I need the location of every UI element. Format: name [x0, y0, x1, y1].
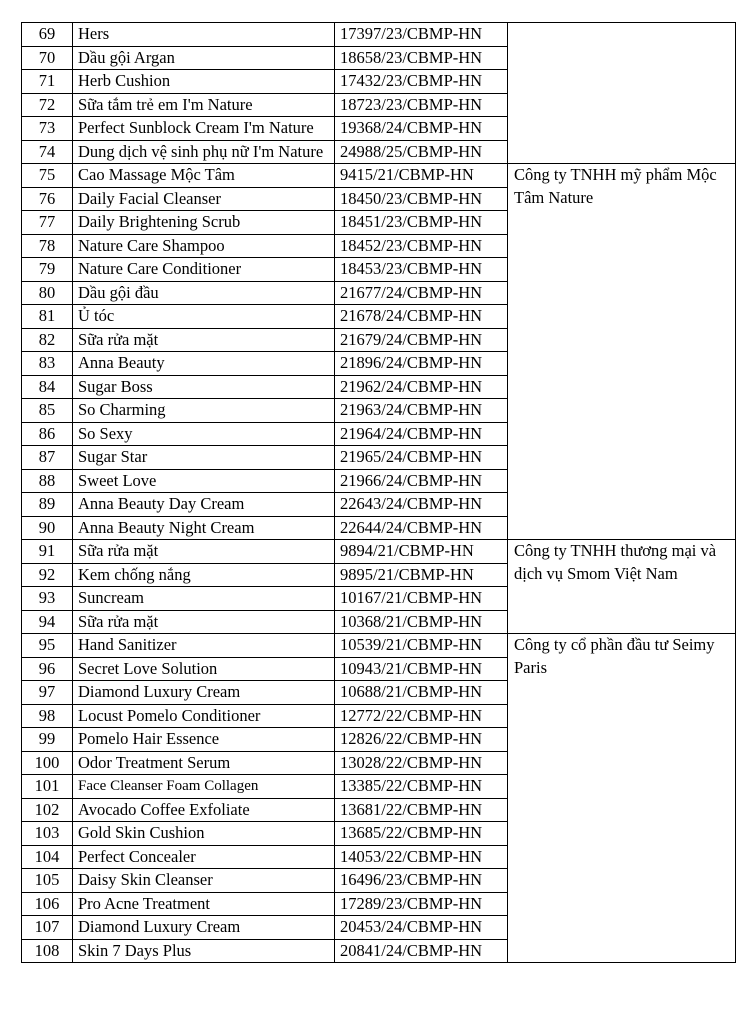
row-number-cell: 88: [22, 469, 73, 493]
row-number-cell: 93: [22, 587, 73, 611]
product-name-cell: Nature Care Conditioner: [73, 258, 335, 282]
row-number-cell: 95: [22, 634, 73, 658]
company-cell: Công ty cổ phần đầu tư Seimy Paris: [508, 634, 736, 963]
row-number-cell: 70: [22, 46, 73, 70]
product-name-cell: Perfect Concealer: [73, 845, 335, 869]
product-name-cell: Diamond Luxury Cream: [73, 681, 335, 705]
table-row: [22, 23, 736, 47]
row-number-cell: 72: [22, 93, 73, 117]
row-number-cell: 79: [22, 258, 73, 282]
registration-number-cell: 9415/21/CBMP-HN: [335, 164, 508, 188]
product-name-cell: Sugar Star: [73, 446, 335, 470]
row-number-cell: 106: [22, 892, 73, 916]
registration-number-cell: 19368/24/CBMP-HN: [335, 117, 508, 141]
product-name-cell: So Sexy: [73, 422, 335, 446]
row-number-cell: 102: [22, 798, 73, 822]
registration-number-cell: 20841/24/CBMP-HN: [335, 939, 508, 963]
product-name-cell: Secret Love Solution: [73, 657, 335, 681]
registration-number-cell: 18658/23/CBMP-HN: [335, 46, 508, 70]
row-number-cell: 91: [22, 540, 73, 564]
registration-number-cell: 12826/22/CBMP-HN: [335, 728, 508, 752]
product-name-cell: Dung dịch vệ sinh phụ nữ I'm Nature: [73, 140, 335, 164]
row-number-cell: 78: [22, 234, 73, 258]
product-name-cell: Gold Skin Cushion: [73, 822, 335, 846]
row-number-cell: 99: [22, 728, 73, 752]
row-number-cell: 104: [22, 845, 73, 869]
registration-number-cell: 10943/21/CBMP-HN: [335, 657, 508, 681]
table-row: [22, 634, 736, 658]
registration-number-cell: 17432/23/CBMP-HN: [335, 70, 508, 94]
row-number-cell: 83: [22, 352, 73, 376]
row-number-cell: 103: [22, 822, 73, 846]
registration-number-cell: 21677/24/CBMP-HN: [335, 281, 508, 305]
row-number-cell: 96: [22, 657, 73, 681]
row-number-cell: 101: [22, 775, 73, 799]
product-name-cell: Pomelo Hair Essence: [73, 728, 335, 752]
registration-number-cell: 21896/24/CBMP-HN: [335, 352, 508, 376]
row-number-cell: 82: [22, 328, 73, 352]
row-number-cell: 87: [22, 446, 73, 470]
registration-number-cell: 22644/24/CBMP-HN: [335, 516, 508, 540]
registration-number-cell: 10539/21/CBMP-HN: [335, 634, 508, 658]
product-name-cell: Sữa tắm trẻ em I'm Nature: [73, 93, 335, 117]
registration-number-cell: 10368/21/CBMP-HN: [335, 610, 508, 634]
product-name-cell: Hers: [73, 23, 335, 47]
registration-number-cell: 16496/23/CBMP-HN: [335, 869, 508, 893]
product-name-cell: Ủ tóc: [73, 305, 335, 329]
row-number-cell: 76: [22, 187, 73, 211]
registration-number-cell: 21963/24/CBMP-HN: [335, 399, 508, 423]
row-number-cell: 74: [22, 140, 73, 164]
registration-number-cell: 14053/22/CBMP-HN: [335, 845, 508, 869]
row-number-cell: 80: [22, 281, 73, 305]
product-name-cell: Anna Beauty Night Cream: [73, 516, 335, 540]
company-cell: [508, 23, 736, 164]
product-name-cell: Avocado Coffee Exfoliate: [73, 798, 335, 822]
product-name-cell: Dầu gội Argan: [73, 46, 335, 70]
product-name-cell: Locust Pomelo Conditioner: [73, 704, 335, 728]
registration-number-cell: 10167/21/CBMP-HN: [335, 587, 508, 611]
product-name-cell: Sweet Love: [73, 469, 335, 493]
registration-number-cell: 17397/23/CBMP-HN: [335, 23, 508, 47]
registration-number-cell: 20453/24/CBMP-HN: [335, 916, 508, 940]
row-number-cell: 100: [22, 751, 73, 775]
company-cell: Công ty TNHH thương mại và dịch vụ Smom Việt Nam: [508, 540, 736, 634]
row-number-cell: 75: [22, 164, 73, 188]
row-number-cell: 77: [22, 211, 73, 235]
registration-number-cell: 22643/24/CBMP-HN: [335, 493, 508, 517]
registration-number-cell: 9894/21/CBMP-HN: [335, 540, 508, 564]
registration-number-cell: 18451/23/CBMP-HN: [335, 211, 508, 235]
registration-number-cell: 18452/23/CBMP-HN: [335, 234, 508, 258]
product-name-cell: Hand Sanitizer: [73, 634, 335, 658]
product-name-cell: Pro Acne Treatment: [73, 892, 335, 916]
product-name-cell: Herb Cushion: [73, 70, 335, 94]
table-body: [22, 23, 736, 963]
row-number-cell: 94: [22, 610, 73, 634]
product-name-cell: Dầu gội đầu: [73, 281, 335, 305]
company-cell: Công ty TNHH mỹ phẩm Mộc Tâm Nature: [508, 164, 736, 540]
row-number-cell: 81: [22, 305, 73, 329]
row-number-cell: 105: [22, 869, 73, 893]
product-name-cell: Anna Beauty: [73, 352, 335, 376]
product-name-cell: Daisy Skin Cleanser: [73, 869, 335, 893]
product-name-cell: Odor Treatment Serum: [73, 751, 335, 775]
row-number-cell: 92: [22, 563, 73, 587]
registration-number-cell: 21965/24/CBMP-HN: [335, 446, 508, 470]
registration-number-cell: 12772/22/CBMP-HN: [335, 704, 508, 728]
product-name-cell: Daily Facial Cleanser: [73, 187, 335, 211]
registration-number-cell: 21679/24/CBMP-HN: [335, 328, 508, 352]
registration-number-cell: 18450/23/CBMP-HN: [335, 187, 508, 211]
registration-number-cell: 17289/23/CBMP-HN: [335, 892, 508, 916]
row-number-cell: 89: [22, 493, 73, 517]
product-name-cell: So Charming: [73, 399, 335, 423]
product-name-cell: Sữa rửa mặt: [73, 540, 335, 564]
table-row: [22, 540, 736, 564]
registration-number-cell: 13681/22/CBMP-HN: [335, 798, 508, 822]
registration-number-cell: 21964/24/CBMP-HN: [335, 422, 508, 446]
registration-number-cell: 10688/21/CBMP-HN: [335, 681, 508, 705]
row-number-cell: 90: [22, 516, 73, 540]
row-number-cell: 85: [22, 399, 73, 423]
row-number-cell: 71: [22, 70, 73, 94]
product-registration-table: [21, 22, 736, 963]
product-name-cell: Nature Care Shampoo: [73, 234, 335, 258]
registration-number-cell: 21962/24/CBMP-HN: [335, 375, 508, 399]
product-name-cell: Kem chống nắng: [73, 563, 335, 587]
registration-number-cell: 21678/24/CBMP-HN: [335, 305, 508, 329]
product-name-cell: Sữa rửa mặt: [73, 328, 335, 352]
registration-number-cell: 21966/24/CBMP-HN: [335, 469, 508, 493]
row-number-cell: 86: [22, 422, 73, 446]
product-name-cell: Diamond Luxury Cream: [73, 916, 335, 940]
registration-number-cell: 18723/23/CBMP-HN: [335, 93, 508, 117]
row-number-cell: 69: [22, 23, 73, 47]
product-name-cell: Anna Beauty Day Cream: [73, 493, 335, 517]
product-name-cell: Skin 7 Days Plus: [73, 939, 335, 963]
row-number-cell: 97: [22, 681, 73, 705]
product-name-cell: Suncream: [73, 587, 335, 611]
row-number-cell: 107: [22, 916, 73, 940]
product-name-cell: Sugar Boss: [73, 375, 335, 399]
product-name-cell: Sữa rửa mặt: [73, 610, 335, 634]
registration-number-cell: 13385/22/CBMP-HN: [335, 775, 508, 799]
row-number-cell: 73: [22, 117, 73, 141]
registration-number-cell: 9895/21/CBMP-HN: [335, 563, 508, 587]
table-row: [22, 164, 736, 188]
product-name-cell: Face Cleanser Foam Collagen: [73, 775, 335, 799]
row-number-cell: 108: [22, 939, 73, 963]
row-number-cell: 84: [22, 375, 73, 399]
product-name-cell: Cao Massage Mộc Tâm: [73, 164, 335, 188]
registration-number-cell: 18453/23/CBMP-HN: [335, 258, 508, 282]
registration-number-cell: 13685/22/CBMP-HN: [335, 822, 508, 846]
product-name-cell: Daily Brightening Scrub: [73, 211, 335, 235]
registration-number-cell: 13028/22/CBMP-HN: [335, 751, 508, 775]
row-number-cell: 98: [22, 704, 73, 728]
product-name-cell: Perfect Sunblock Cream I'm Nature: [73, 117, 335, 141]
registration-number-cell: 24988/25/CBMP-HN: [335, 140, 508, 164]
